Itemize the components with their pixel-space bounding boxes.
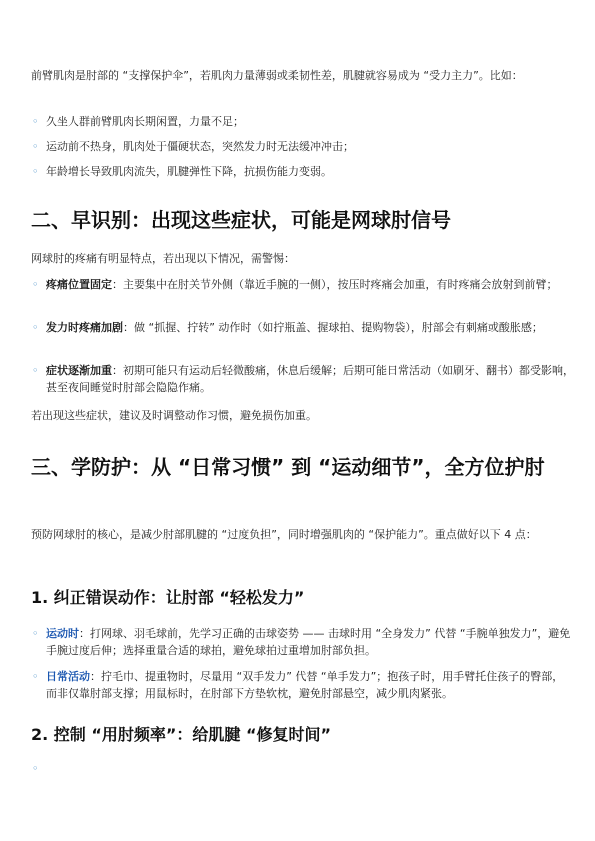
bullet-icon: ◦ (32, 364, 39, 377)
section-lead: 预防网球肘的核心，是减少肘部肌腱的 “过度负担”，同时增强肌肉的 “保护能力”。重点做好以下 4 点： (31, 528, 537, 541)
bullet-icon: ◦ (32, 115, 39, 128)
bullet-icon: ◦ (32, 321, 39, 334)
subsection-heading: 2. 控制 “用肘频率”：给肌腱 “修复时间” (31, 725, 331, 744)
list-item-text: ：打网球、羽毛球前，先学习正确的击球姿势 —— 击球时用 “全身发力” 代替 “手腕单独发力”，避免手腕过度后伸；选择重量合适的球拍，避免球拍过重增加肘部负担。 (46, 627, 571, 657)
list-item-text: ：拧毛巾、提重物时，尽量用 “双手发力” 代替 “单手发力”；抱孩子时，用手臂托住孩子的臀部，而非仅靠肘部支撑；用鼠标时，在肘部下方垫软枕，避免肘部悬空，减少肌肉紧张。 (46, 670, 564, 700)
intro-paragraph: 前臂肌肉是肘部的 “支撑保护伞”，若肌肉力量薄弱或柔韧性差，肌腱就容易成为 “受力主力”。比如： (31, 69, 523, 82)
bullet-icon: ◦ (32, 140, 39, 153)
bullet-icon: ◦ (32, 165, 39, 178)
list-item (32, 362, 574, 396)
list-item (32, 163, 574, 180)
bullet-icon: ◦ (32, 762, 39, 775)
list-item (32, 276, 574, 293)
list-item-text: ：做 “抓握、拧转” 动作时（如拧瓶盖、握球拍、提购物袋），肘部会有刺痛或酸胀感； (123, 321, 543, 334)
list-item-text: 久坐人群前臂肌肉长期闲置，力量不足； (46, 115, 244, 128)
list-item (32, 113, 574, 130)
bullet-icon: ◦ (32, 670, 39, 683)
list-item (32, 625, 574, 659)
subsection-heading: 1. 纠正错误动作：让肘部 “轻松发力” (31, 588, 305, 607)
list-item-text: ：初期可能只有运动后轻微酸痛，休息后缓解；后期可能日常活动（如刷牙、翻书）都受影响，甚至夜间睡觉时肘部会隐隐作痛。 (46, 364, 574, 394)
list-item-label: 疼痛位置固定 (46, 278, 112, 291)
list-item (32, 319, 574, 336)
list-item-label: 症状逐渐加重 (46, 364, 112, 377)
section-closing: 若出现这些症状，建议及时调整动作习惯，避免损伤加重。 (31, 409, 317, 422)
list-item-text: 运动前不热身，肌肉处于僵硬状态，突然发力时无法缓冲冲击； (46, 140, 354, 153)
list-item-text: 年龄增长导致肌肉流失，肌腱弹性下降，抗损伤能力变弱。 (46, 165, 332, 178)
list-item-label: 发力时疼痛加剧 (46, 321, 123, 334)
list-item (32, 138, 574, 155)
list-item-label: 运动时 (46, 627, 79, 640)
list-item-label: 日常活动 (46, 670, 90, 683)
bullet-icon: ◦ (32, 278, 39, 291)
bullet-icon: ◦ (32, 627, 39, 640)
list-item (32, 668, 574, 702)
section-heading: 三、学防护：从 “日常习惯” 到 “运动细节”，全方位护肘 (31, 455, 545, 479)
section-heading: 二、早识别：出现这些症状，可能是网球肘信号 (31, 208, 451, 232)
list-item-text: ：主要集中在肘关节外侧（靠近手腕的一侧），按压时疼痛会加重，有时疼痛会放射到前臂； (112, 278, 558, 291)
section-lead: 网球肘的疼痛有明显特点，若出现以下情况，需警惕： (31, 252, 295, 265)
